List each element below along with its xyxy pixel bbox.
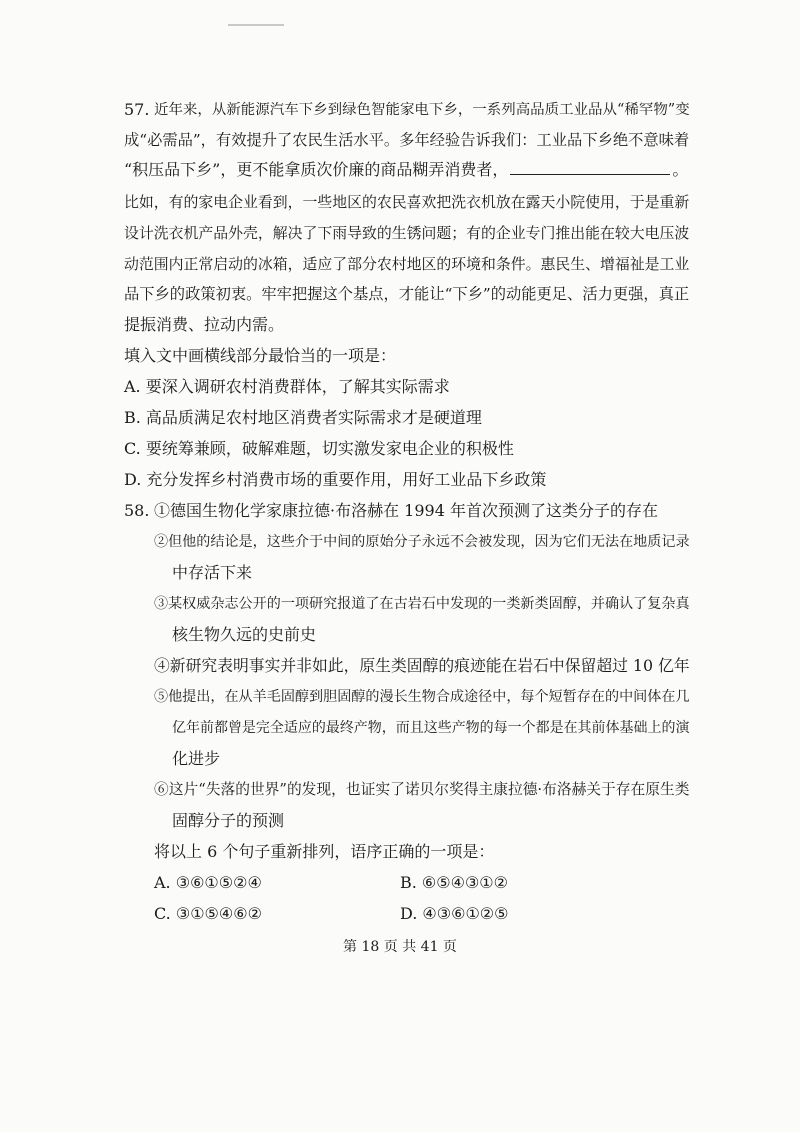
passage-line: 近年来，从新能源汽车下乡到绿色智能家电下乡，一系列高品质工业品从“稀罕物”变 bbox=[154, 102, 690, 118]
question-prompt: 将以上 6 个句子重新排列，语序正确的一项是： bbox=[154, 842, 495, 861]
option-a: A. ③⑥①⑤②④ bbox=[154, 873, 262, 892]
passage-text: “积压品下乡”，更不能拿质次价廉的商品糊弄消费者， bbox=[124, 160, 509, 179]
sentence-2: ②但他的结论是，这些介于中间的原始分子永远不会被发现，因为它们无法在地质记录 bbox=[154, 534, 690, 550]
passage-line: 设计洗衣机产品外壳，解决了下雨导致的生锈问题；有的企业专门推出能在较大电压波 bbox=[124, 224, 690, 242]
blank-end: 。 bbox=[672, 160, 689, 179]
page-footer: 第 18 页 共 41 页 bbox=[343, 939, 457, 955]
passage-line: 品下乡的政策初衷。牢牢把握这个基点，才能让“下乡”的动能更足、活力更强，真正 bbox=[124, 285, 690, 303]
sentence-6: ⑥这片“失落的世界”的发现，也证实了诺贝尔奖得主康拉德·布洛赫关于存在原生类 bbox=[154, 781, 690, 798]
question-number: 58. bbox=[124, 501, 150, 520]
option-a: A. 要深入调研农村消费群体，了解其实际需求 bbox=[124, 377, 450, 396]
option-d: D. 充分发挥乡村消费市场的重要作用，用好工业品下乡政策 bbox=[124, 470, 547, 489]
sentence-5: ⑤他提出，在从羊毛固醇到胆固醇的漫长生物合成途径中，每个短暂存在的中间体在几 bbox=[154, 689, 690, 705]
option-c: C. ③①⑤④⑥② bbox=[154, 904, 262, 923]
fill-blank bbox=[510, 160, 670, 175]
sentence-5-cont: 亿年前都曾是完全适应的最终产物，而且这些产物的每一个都是在其前体基础上的演 bbox=[172, 720, 690, 736]
passage-line-with-blank bbox=[124, 160, 688, 180]
passage-line: 动范围内正常启动的冰箱，适应了部分农村地区的环境和条件。惠民生、增福祉是工业 bbox=[124, 255, 690, 273]
option-c: C. 要统筹兼顾，破解难题，切实激发家电企业的积极性 bbox=[124, 439, 514, 458]
sentence-1: ①德国生物化学家康拉德·布洛赫在 1994 年首次预测了这类分子的存在 bbox=[154, 501, 658, 520]
question-number: 57. bbox=[124, 100, 150, 119]
sentence-4: ④新研究表明事实并非如此，原生类固醇的痕迹能在岩石中保留超过 10 亿年 bbox=[154, 656, 690, 675]
scan-artifact-line bbox=[228, 24, 284, 26]
option-b: B. ⑥⑤④③①② bbox=[400, 873, 508, 892]
sentence-2-cont: 中存活下来 bbox=[172, 563, 253, 582]
sentence-3-cont: 核生物久远的史前史 bbox=[172, 625, 317, 644]
sentence-6-cont: 固醇分子的预测 bbox=[172, 811, 285, 830]
option-b: B. 高品质满足农村地区消费者实际需求才是硬道理 bbox=[124, 408, 482, 427]
sentence-3: ③某权威杂志公开的一项研究报道了在古岩石中发现的一类新类固醇，并确认了复杂真 bbox=[154, 596, 690, 612]
passage-line: 成“必需品”，有效提升了农民生活水平。多年经验告诉我们：工业品下乡绝不意味着 bbox=[124, 131, 690, 149]
question-prompt: 填入文中画横线部分最恰当的一项是： bbox=[124, 346, 397, 365]
passage-line: 提振消费、拉动内需。 bbox=[124, 315, 285, 334]
option-d: D. ④③⑥①②⑤ bbox=[400, 904, 509, 923]
sentence-5-cont: 化进步 bbox=[172, 749, 221, 768]
passage-line: 比如，有的家电企业看到，一些地区的农民喜欢把洗衣机放在露天小院使用，于是重新 bbox=[124, 193, 690, 211]
